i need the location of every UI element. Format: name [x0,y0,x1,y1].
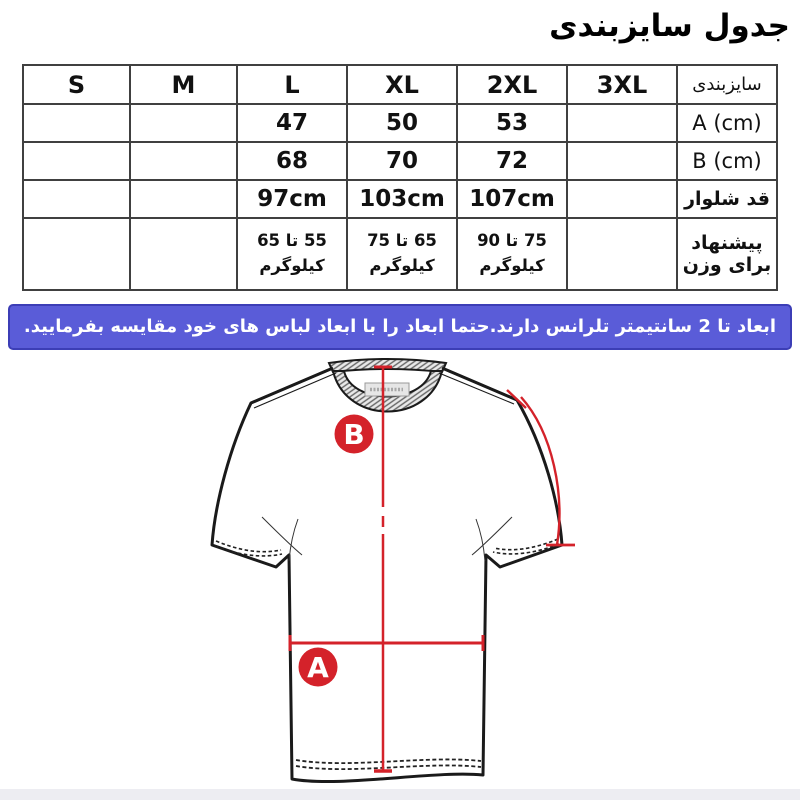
label-a-text: A [307,651,329,684]
size-header-m: M [130,65,237,104]
cell-b-xl: 70 [347,142,457,180]
cell-weight-xl: 65 تا 75 کیلوگرم [347,218,457,290]
cell-pants-s [23,180,130,218]
cell-pants-m [130,180,237,218]
cell-b-2xl: 72 [457,142,567,180]
label-b-text: B [343,418,365,451]
size-header-l: L [237,65,347,104]
row-label-b: B (cm) [677,142,777,180]
cell-b-s [23,142,130,180]
tolerance-banner: ابعاد تا 2 سانتیمتر تلرانس دارند.حتما ابعاد را با ابعاد لباس های خود مقایسه بفرمایید. [8,304,792,350]
cell-weight-l: 55 تا 65 کیلوگرم [237,218,347,290]
table-row-pants-length [23,180,777,218]
row-label-pants-length: قد شلوار [677,180,777,218]
cell-pants-xl: 103cm [347,180,457,218]
size-table [22,64,778,291]
row-label-weight: پیشنهاد برای وزن [677,218,777,290]
cell-weight-3xl [567,218,677,290]
size-column-title: سایزبندی [677,65,777,104]
cell-a-xl: 50 [347,104,457,142]
cell-a-m [130,104,237,142]
row-label-a: A (cm) [677,104,777,142]
cell-a-s [23,104,130,142]
size-header-xl: XL [347,65,457,104]
table-row-weight [23,218,777,290]
cell-weight-s [23,218,130,290]
page-title: جدول سایزبندی [549,8,790,44]
cell-b-l: 68 [237,142,347,180]
cell-b-m [130,142,237,180]
size-header-3xl: 3XL [567,65,677,104]
cell-a-2xl: 53 [457,104,567,142]
size-header-s: S [23,65,130,104]
table-row-b [23,142,777,180]
cell-pants-l: 97cm [237,180,347,218]
cell-pants-2xl: 107cm [457,180,567,218]
cell-weight-m [130,218,237,290]
cell-a-3xl [567,104,677,142]
table-header-row [23,65,777,104]
cell-b-3xl [567,142,677,180]
tshirt-diagram [150,355,650,800]
cell-weight-2xl: 75 تا 90 کیلوگرم [457,218,567,290]
table-row-a [23,104,777,142]
size-header-2xl: 2XL [457,65,567,104]
cell-pants-3xl [567,180,677,218]
tshirt-outline [212,364,562,782]
cell-a-l: 47 [237,104,347,142]
bottom-strip [0,789,800,800]
